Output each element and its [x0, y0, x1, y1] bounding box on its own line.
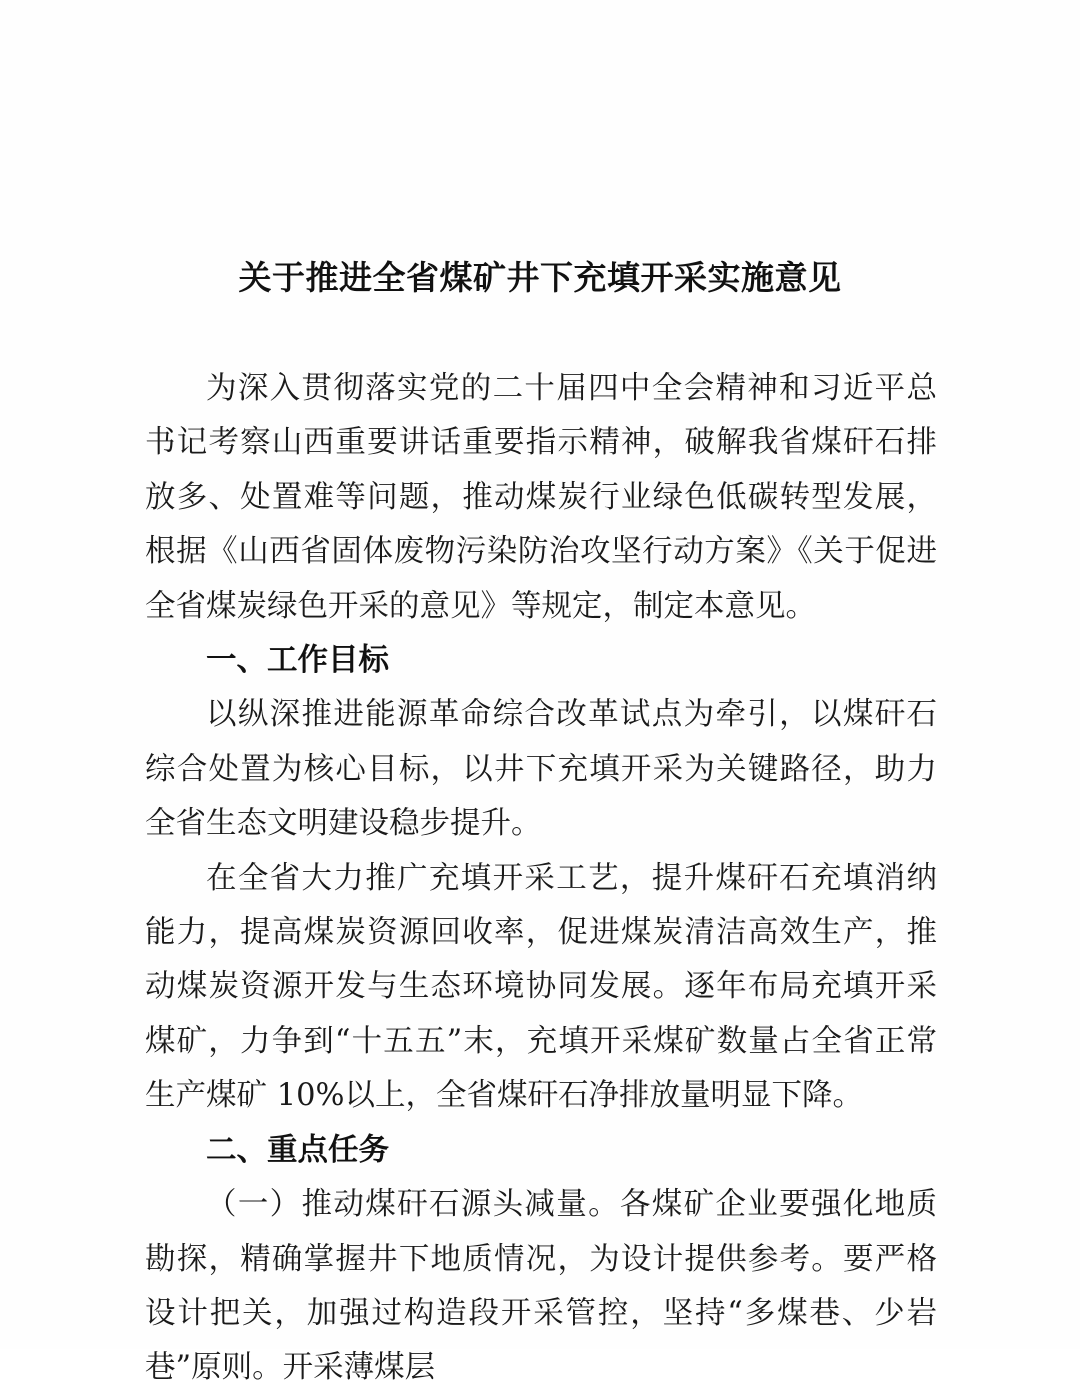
section-heading-goals: 一、工作目标: [206, 643, 389, 679]
intro-paragraph: 为深入贯彻落实党的二十届四中全会精神和习近平总书记考察山西重要讲话重要指示精神，破解我省煤矸石排放多、处置难等问题，推动煤炭行业绿色低碳转型发展，根据《山西省固体废物污染防治攻坚行动方案》《关于促进全省煤炭绿色开采的意见》等规定，制定本意见。: [145, 371, 937, 624]
document-body: [145, 362, 937, 1396]
goals-paragraph-2: 在全省大力推广充填开采工艺，提升煤矸石充填消纳能力，提高煤炭资源回收率，促进煤炭清洁高效生产，推动煤炭资源开发与生态环境协同发展。逐年布局充填开采煤矿，力争到“十五五”末，充填开采煤矿数量占全省正常生产煤矿 10%以上，全省煤矸石净排放量明显下降。: [145, 860, 937, 1114]
goals-paragraph-1: 以纵深推进能源革命综合改革试点为牵引，以煤矸石综合处置为核心目标，以井下充填开采为关键路径，助力全省生态文明建设稳步提升。: [145, 697, 937, 842]
document-title: 关于推进全省煤矿井下充填开采实施意见: [238, 258, 842, 297]
section-heading-tasks: 二、重点任务: [206, 1132, 389, 1168]
tasks-paragraph-1: （一）推动煤矸石源头减量。各煤矿企业要强化地质勘探，精确掌握井下地质情况，为设计提供参考。要严格设计把关，加强过构造段开采管控，坚持“多煤巷、少岩巷”原则。开采薄煤层: [145, 1187, 937, 1386]
